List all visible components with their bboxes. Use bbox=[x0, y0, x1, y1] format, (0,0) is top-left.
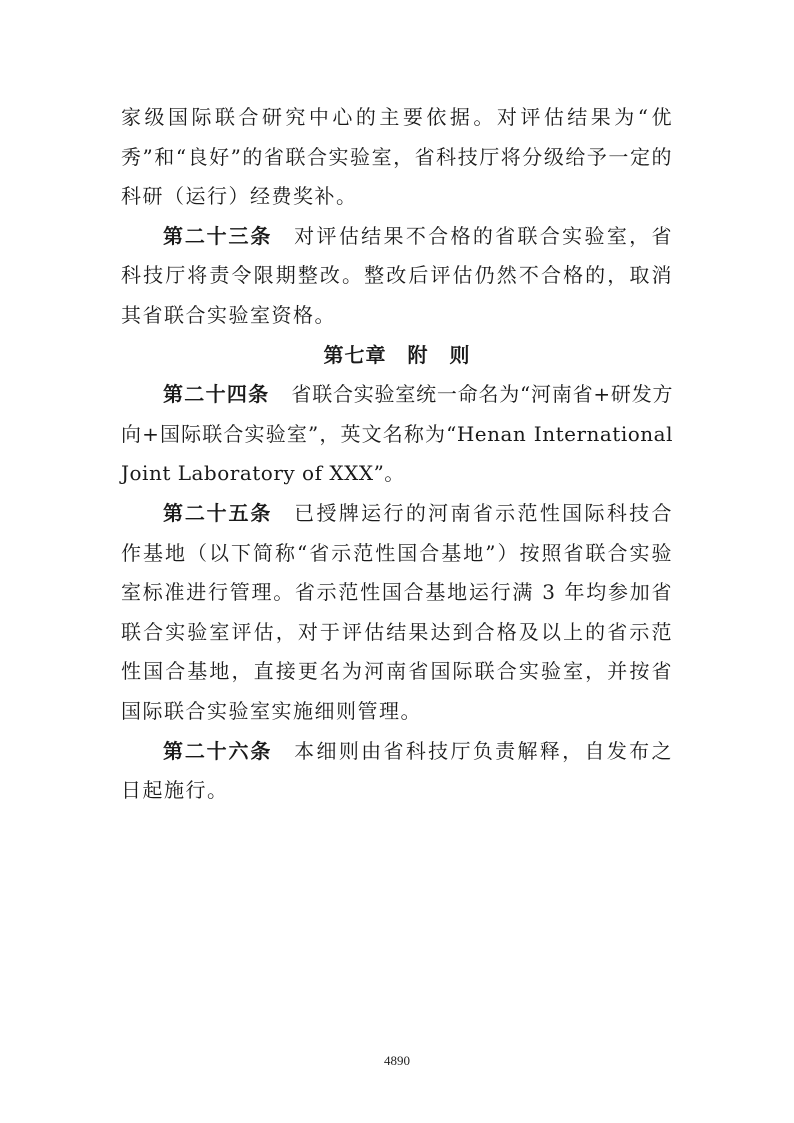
article-23-number: 第二十三条 bbox=[163, 223, 273, 248]
article-26-number: 第二十六条 bbox=[163, 738, 273, 763]
article-26 bbox=[121, 732, 673, 811]
document-body bbox=[121, 98, 673, 811]
article-25-number: 第二十五条 bbox=[163, 500, 273, 525]
article-24 bbox=[121, 375, 673, 494]
paragraph-intro: 家级国际联合研究中心的主要依据。对评估结果为“优秀”和“良好”的省联合实验室，省科技厅将分级给予一定的科研（运行）经费奖补。 bbox=[121, 105, 673, 209]
article-26-text: 本细则由省科技厅负责解释，自发布之日起施行。 bbox=[121, 738, 674, 803]
page-number: 4890 bbox=[384, 1053, 410, 1068]
article-25-text: 已授牌运行的河南省示范性国际科技合作基地（以下简称“省示范性国合基地”）按照省联合实验室标准进行管理。省示范性国合基地运行满 3 年均参加省联合实验室评估，对于评估结果达到合格及以上的省示范性国合基地，直接更名为河南省国际联合实验室，并按省国际联合实验室实施细则管理。 bbox=[121, 500, 674, 723]
article-24-text: 省联合实验室统一命名为“河南省+研发方向+国际联合实验室”，英文名称为“Henan International Joint Laboratory of XXX”。 bbox=[121, 382, 674, 486]
article-24-number: 第二十四条 bbox=[163, 382, 270, 407]
article-25 bbox=[121, 494, 673, 732]
article-23-text: 对评估结果不合格的省联合实验室，省科技厅将责令限期整改。整改后评估仍然不合格的，取消其省联合实验室资格。 bbox=[121, 223, 674, 327]
chapter-7-heading: 第七章 附 则 bbox=[323, 342, 471, 367]
article-23 bbox=[121, 217, 673, 336]
